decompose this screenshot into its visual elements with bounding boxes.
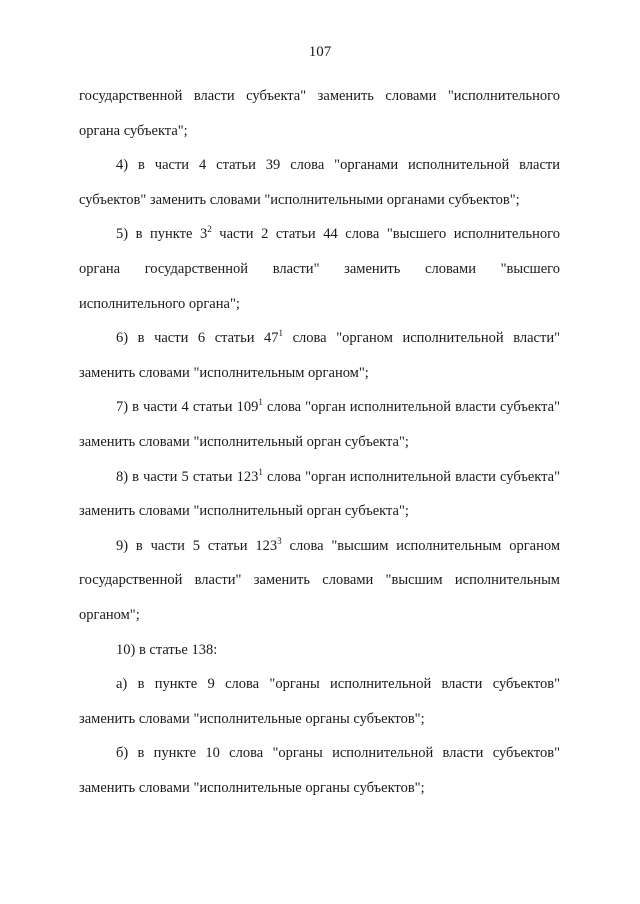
paragraph-continuation	[79, 79, 560, 148]
superscript: 1	[258, 397, 263, 408]
text-run: 5) в пункте 3	[116, 226, 208, 243]
text-run: слова "высшим исполнительным органом государственной власти" заменить словами "высшим исполнительным органом";	[79, 537, 560, 623]
text-run: слова "органом исполнительной власти" заменить словами "исполнительным органом";	[79, 330, 560, 381]
text-run: слова "орган исполнительной власти субъекта" заменить словами "исполнительный орган субъекта";	[79, 468, 560, 520]
superscript: 2	[207, 224, 212, 235]
text-run: 7) в части 4 статьи 109	[116, 399, 259, 416]
paragraph-subitem-b	[79, 736, 560, 805]
paragraph-item-5	[79, 217, 560, 321]
text-run: 8) в части 5 статьи 123	[116, 468, 259, 485]
superscript: 1	[278, 328, 284, 339]
paragraph-item-10	[79, 633, 560, 668]
superscript: 1	[258, 466, 263, 477]
text-run: 4) в части 4 статьи 39 слова "органами исполнительной власти субъектов" заменить словами "исполнительными органами субъектов";	[79, 157, 560, 208]
text-run: 9) в части 5 статьи 123	[116, 537, 278, 554]
paragraph-item-9	[79, 529, 560, 633]
paragraph-item-6	[79, 321, 560, 390]
paragraph-item-4	[79, 148, 560, 217]
text-run: части 2 статьи 44 слова "высшего исполнительного органа государственной власти" заменить словами "высшего исполнительного органа";	[79, 226, 560, 312]
text-run: 10) в статье 138:	[116, 641, 218, 658]
document-body	[79, 79, 560, 805]
paragraph-item-7	[79, 390, 560, 459]
text-run: а) в пункте 9 слова "органы исполнительной власти субъектов" заменить словами "исполнительные органы субъектов";	[79, 676, 560, 727]
superscript: 3	[277, 535, 282, 546]
text-run: б) в пункте 10 слова "органы исполнительной власти субъектов" заменить словами "исполнительные органы субъектов";	[79, 745, 560, 796]
text-run: слова "орган исполнительной власти субъекта" заменить словами "исполнительный орган субъекта";	[79, 399, 560, 450]
paragraph-subitem-a	[79, 667, 560, 736]
page-number: 107	[308, 44, 332, 60]
text-run: 6) в части 6 статьи 47	[116, 330, 279, 347]
text-run: государственной власти субъекта" заменить словами "исполнительного органа субъекта";	[79, 88, 560, 139]
paragraph-item-8	[79, 460, 560, 529]
